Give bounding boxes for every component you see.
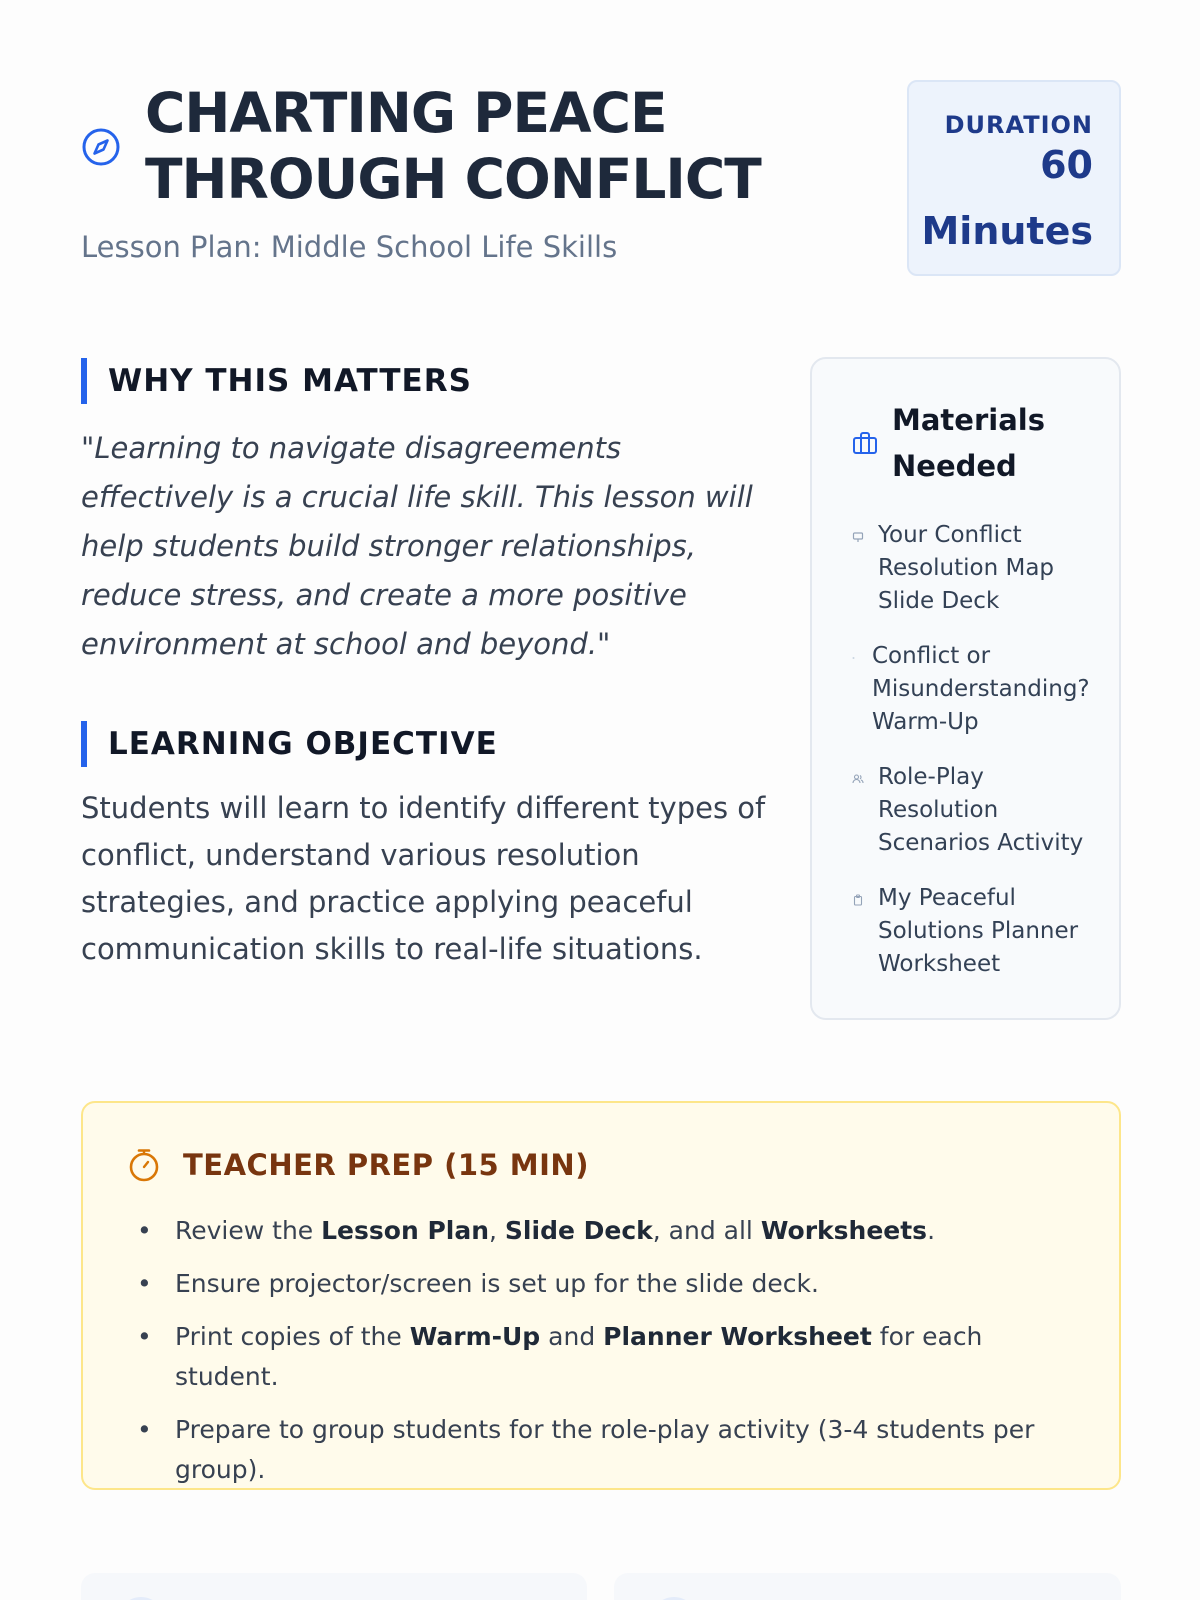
- prep-list: [137, 1211, 1087, 1503]
- users-icon: [852, 773, 864, 785]
- presentation-icon: [852, 531, 864, 543]
- prep-bold: Worksheets: [760, 1216, 928, 1245]
- material-label: Conflict or Misunderstanding? Warm-Up: [872, 643, 1090, 735]
- duration-label: DURATION: [944, 111, 1093, 139]
- duration-value: 60: [1040, 143, 1093, 187]
- stopwatch-icon: [127, 1147, 161, 1183]
- objective-heading: LEARNING OBJECTIVE: [81, 721, 498, 767]
- prep-bold: Warm-Up: [409, 1322, 541, 1351]
- prep-header: [127, 1147, 589, 1183]
- activity-card: [81, 1573, 587, 1600]
- materials-list: [852, 519, 1102, 1003]
- list-item: [852, 640, 1102, 739]
- prep-text: Print copies of the: [175, 1322, 410, 1351]
- list-item: [137, 1264, 1087, 1304]
- prep-text: , and all: [652, 1216, 761, 1245]
- clipboard-icon: [852, 894, 864, 906]
- teacher-prep-card: [81, 1101, 1121, 1490]
- page-title: [145, 80, 845, 212]
- prep-heading: TEACHER PREP (15 MIN): [183, 1148, 589, 1182]
- prep-text: Review the: [175, 1216, 322, 1245]
- list-item: [137, 1410, 1087, 1490]
- material-label: Role-Play Resolution Scenarios Activity: [878, 764, 1084, 856]
- prep-text: for each student.: [175, 1322, 983, 1391]
- objective-text: Students will learn to identify different types of conflict, understand various resolution strategies, and practice applying peaceful communication skills to real-life situations.: [81, 791, 766, 966]
- prep-text: Prepare to group students for the role-play activity (3-4 students per group).: [175, 1415, 1035, 1484]
- list-item: [852, 882, 1102, 981]
- prep-text: .: [927, 1216, 936, 1245]
- activity-card: [614, 1573, 1121, 1600]
- prep-bold: Slide Deck: [504, 1216, 653, 1245]
- dot-icon: [852, 652, 858, 664]
- prep-text: Ensure projector/screen is set up for the slide deck.: [175, 1269, 819, 1298]
- duration-card: [907, 80, 1121, 276]
- list-item: [137, 1317, 1087, 1397]
- duration-unit: Minutes: [921, 209, 1093, 253]
- material-label: Your Conflict Resolution Map Slide Deck: [878, 522, 1055, 614]
- lesson-header: [81, 80, 1121, 290]
- prep-bold: Lesson Plan: [321, 1216, 490, 1245]
- prep-bold: Planner Worksheet: [603, 1322, 872, 1351]
- materials-heading: Materials Needed: [892, 403, 1045, 483]
- material-label: My Peaceful Solutions Planner Worksheet: [878, 885, 1079, 977]
- title-line-1: CHARTING PEACE: [145, 81, 667, 145]
- why-heading: WHY THIS MATTERS: [81, 358, 472, 404]
- list-item: [137, 1211, 1087, 1251]
- materials-card: [810, 357, 1121, 1020]
- compass-icon: [81, 127, 121, 167]
- title-line-2: THROUGH CONFLICT: [145, 147, 761, 211]
- why-quote: "Learning to navigate disagreements effectively is a crucial life skill. This lesson will help students build stronger relationships, reduce stress, and create a more positive environment at school and beyond.": [81, 431, 753, 661]
- materials-header: [852, 397, 1092, 489]
- prep-text: and: [540, 1322, 604, 1351]
- prep-text: ,: [489, 1216, 505, 1245]
- list-item: [852, 519, 1102, 618]
- page-subtitle: Lesson Plan: Middle School Life Skills: [81, 230, 618, 264]
- briefcase-icon: [852, 430, 878, 456]
- list-item: [852, 761, 1102, 860]
